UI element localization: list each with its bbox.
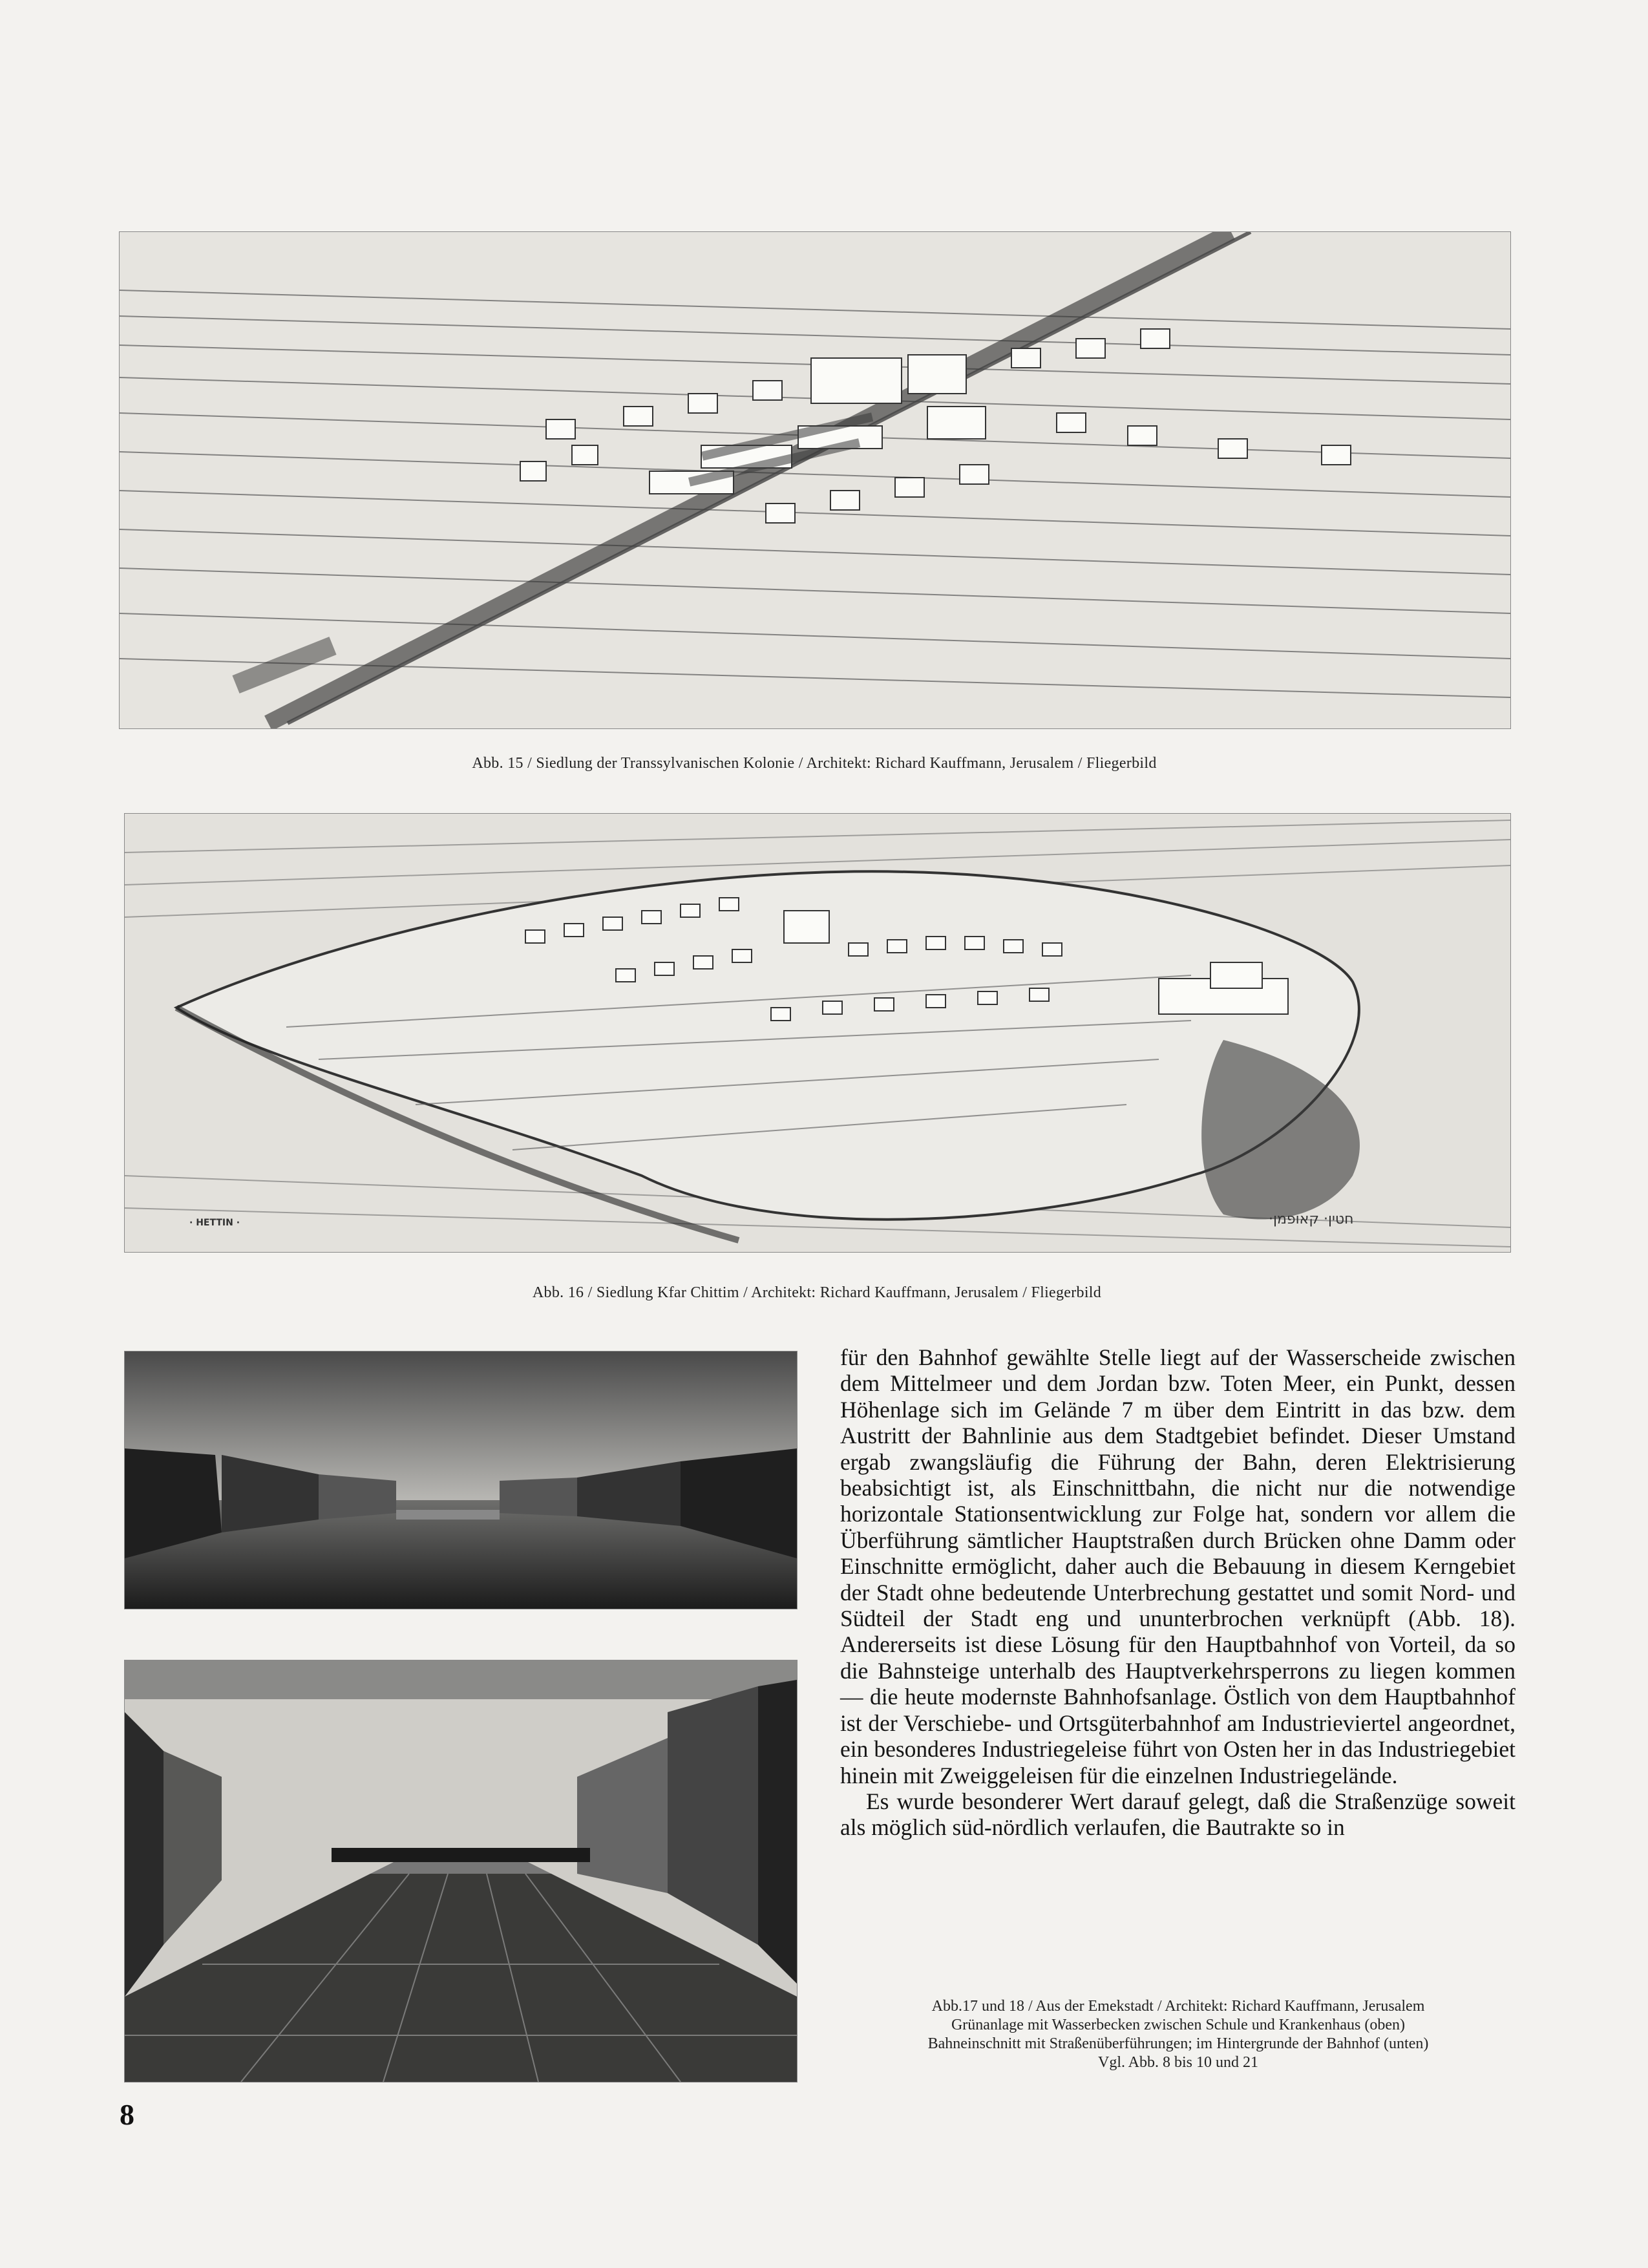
- figure-16-inscription-right: ·חטין· קאופמן: [1269, 1211, 1354, 1227]
- figure-16-image: [124, 813, 1511, 1253]
- caption-line-4: Vgl. Abb. 8 bis 10 und 21: [1097, 2054, 1258, 2071]
- body-paragraph-2: Es wurde besonderer Wert darauf gelegt, daß die Straßenzüge soweit als möglich süd-nördlich verlaufen, die Bautrakte so in: [840, 1788, 1516, 1841]
- figure-17-18-caption: [834, 1997, 1523, 2072]
- caption-line-1: Abb.17 und 18 / Aus der Emekstadt / Architekt: Richard Kauffmann, Jerusalem: [931, 1998, 1425, 2015]
- page-number: 8: [120, 2098, 134, 2131]
- figure-16-inscription-left: · HETTIN ·: [189, 1218, 240, 1228]
- body-paragraph-1: für den Bahnhof gewählte Stelle liegt auf der Wasserscheide zwischen dem Mittelmeer und dem Jordan bzw. Toten Meer, ein Punkt, dessen Höhenlage sich im Gelände 7 m über dem Eintritt in das bzw. dem Austritt der Bahnlinie aus dem Stadtgebiet befindet. Dieser Umstand ergab zwangsläufig die Führung der Bahn, deren Elektrisierung beabsichtigt ist, als Einschnittbahn, die nicht nur die notwendige horizontale Stationsentwicklung zur Folge hat, sondern vor allem die Überführung sämtlicher Hauptstraßen durch Brücken ohne Damm oder Einschnitte ermöglicht, daher auch die Bebauung in diesem Kerngebiet der Stadt ohne bedeutende Unterbrechung gestattet und somit Nord- und Südteil der Stadt eng und ununterbrochen verknüpft (Abb. 18). Andererseits ist diese Lösung für den Hauptbahnhof von Vorteil, da so die Bahnsteige unterhalb des Hauptverkehrsperrons zu liegen kommen — die heute modernste Bahnhofsanlage. Östlich von dem Hauptbahnhof ist der Verschiebe- und Ortsgüterbahnhof am Industrieviertel angeordnet, ein besonderes Industriegeleise führt von Osten her in das Industriegebiet hinein mit Zweiggeleisen für die einzelnen Industriegelände.: [840, 1344, 1516, 1788]
- figure-18-image: [124, 1660, 798, 2083]
- body-text-column: [840, 1344, 1516, 1841]
- figure-15-image: [119, 231, 1511, 729]
- figure-17-image: [124, 1351, 798, 1609]
- caption-line-3: Bahneinschnitt mit Straßenüberführungen; im Hintergrunde der Bahnhof (unten): [927, 2035, 1429, 2052]
- figure-16-caption: Abb. 16 / Siedlung Kfar Chittim / Architekt: Richard Kauffmann, Jerusalem / Fliegerbild: [532, 1284, 1102, 1301]
- figure-15-caption: Abb. 15 / Siedlung der Transsylvanischen Kolonie / Architekt: Richard Kauffmann, Jerusalem / Fliegerbild: [472, 755, 1157, 772]
- caption-line-2: Grünanlage mit Wasserbecken zwischen Schule und Krankenhaus (oben): [951, 2017, 1406, 2033]
